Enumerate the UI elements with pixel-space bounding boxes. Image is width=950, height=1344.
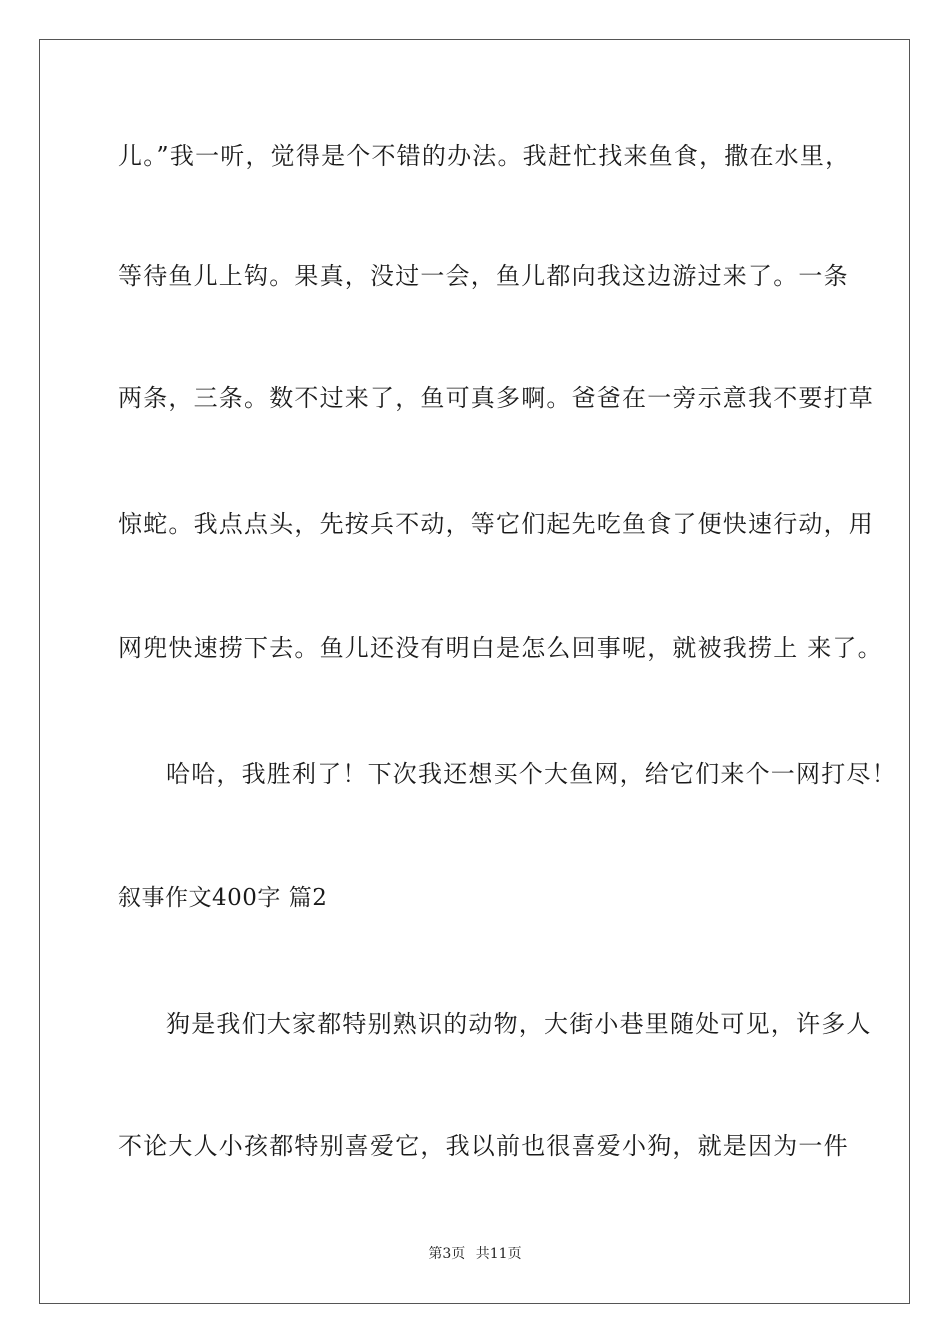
section-heading: 叙事作文400字 篇2: [118, 885, 328, 911]
page-border: [39, 39, 910, 1304]
body-text-line: 惊蛇。我点点头，先按兵不动，等它们起先吃鱼食了便快速行动，用: [118, 510, 874, 538]
body-text-line: 狗是我们大家都特别熟识的动物，大街小巷里随处可见，许多人: [166, 1010, 872, 1038]
body-text-line: 哈哈，我胜利了！下次我还想买个大鱼网，给它们来个一网打尽！: [166, 760, 897, 788]
page-number: 第3页: [428, 1246, 466, 1262]
body-text-line: 不论大人小孩都特别喜爱它，我以前也很喜爱小狗，就是因为一件: [118, 1132, 849, 1160]
body-text-line: 儿。”我一听，觉得是个不错的办法。我赶忙找来鱼食，撒在水里，: [118, 142, 851, 170]
body-text-line: 等待鱼儿上钩。果真，没过一会，鱼儿都向我这边游过来了。一条: [118, 262, 849, 290]
page-footer: [0, 1245, 950, 1263]
body-text-line: 两条，三条。数不过来了，鱼可真多啊。爸爸在一旁示意我不要打草: [118, 384, 874, 412]
page-total: 共11页: [475, 1246, 522, 1262]
body-text-line: 网兜快速捞下去。鱼儿还没有明白是怎么回事呢，就被我捞上 来了。: [118, 634, 883, 662]
